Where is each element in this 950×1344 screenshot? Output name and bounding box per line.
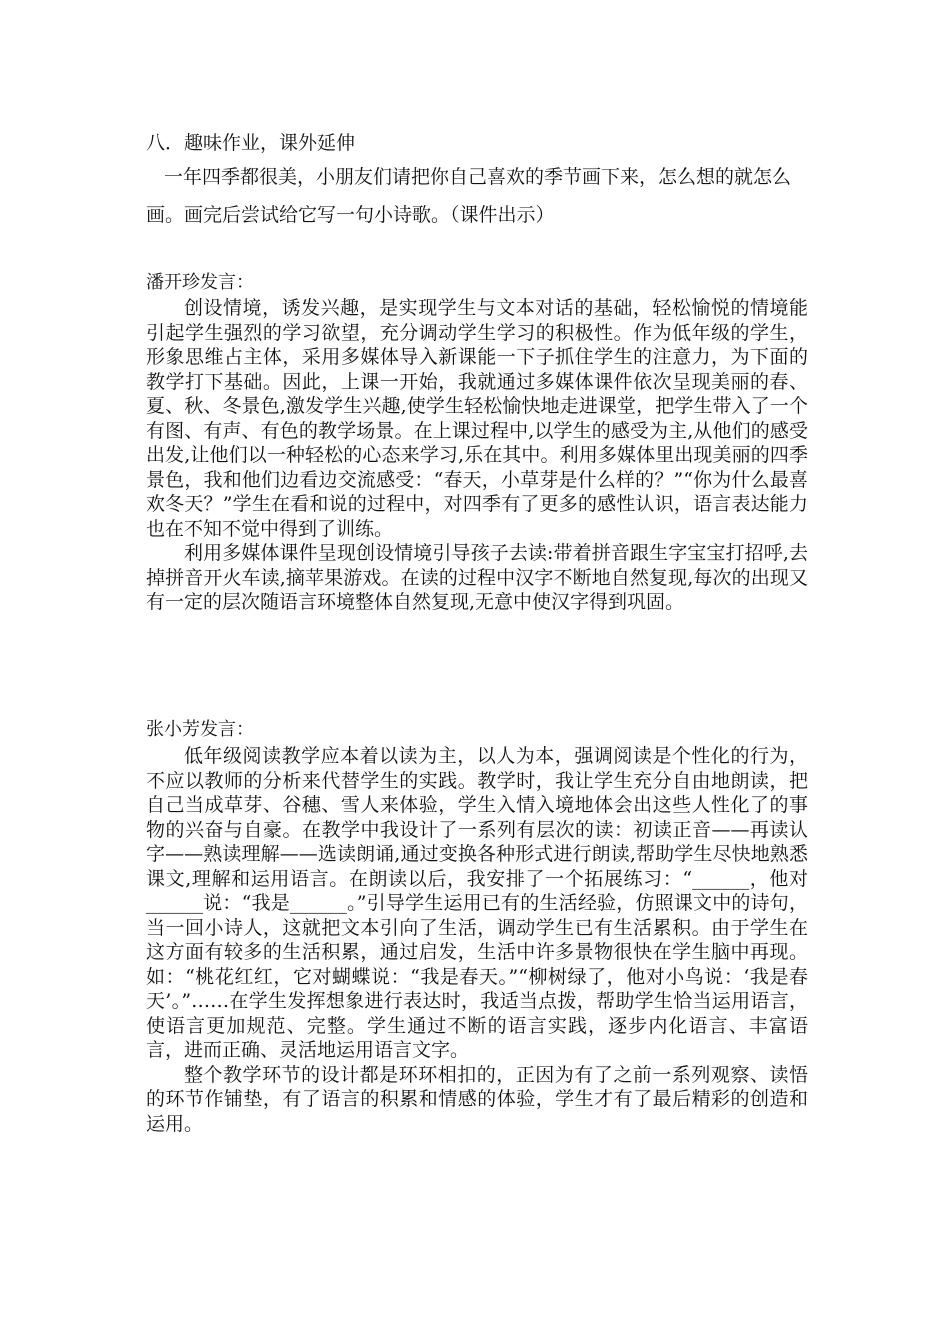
speaker-label-pan: 潘开珍发言： — [146, 272, 254, 293]
speech-paragraph: 低年级阅读教学应本着以读为主，以人为本，强调阅读是个性化的行为，不应以教师的分析来代替学生的实践。教学时，我让学生充分自由地朗读，把自己当成草芽、谷穗、雪人来体验，学生入情入境地体会出这些人性化了的事物的兴奋与自豪。在教学中我设计了一系列有层次的读：初读正音——再读认字——熟读理解——选读朗诵,通过变换各种形式进行朗读,帮助学生尽快地熟悉课文,理解和运用语言。在朗读以后，我安排了一个拓展练习：“______，他对______说：“我是______。”引导学生运用已有的生活经验，仿照课文中的诗句，当一回小诗人，这就把文本引向了生活，调动学生已有生活累积。由于学生在这方面有较多的生活积累，通过启发，生活中许多景物很快在学生脑中再现。如：“桃花红红，它对蝴蝶说：“我是春天。”“柳树绿了，他对小鸟说：‘我是春天’。”……在学生发挥想象进行表达时，我适当点拨，帮助学生恰当运用语言，使语言更加规范、完整。学生通过不断的语言实践，逐步内化语言、丰富语言，进而正确、灵活地运用语言文字。 — [146, 745, 808, 1061]
speech-zhang — [146, 744, 808, 1136]
speaker-label-zhang: 张小芳发言： — [146, 719, 254, 740]
speech-pan — [146, 296, 808, 615]
homework-paragraph: 一年四季都很美，小朋友们请把你自己喜欢的季节画下来，怎么想的就怎么画。画完后尝试给它写一句小诗歌。（课件出示） — [146, 166, 792, 226]
speech-paragraph: 创设情境，诱发兴趣，是实现学生与文本对话的基础，轻松愉悦的情境能引起学生强烈的学习欲望，充分调动学生学习的积极性。作为低年级的学生，形象思维占主体，采用多媒体导入新课能一下子抓住学生的注意力，为下面的教学打下基础。因此，上课一开始，我就通过多媒体课件依次呈现美丽的春、夏、秋、冬景色,激发学生兴趣,使学生轻松愉快地走进课堂，把学生带入了一个有图、有声、有色的教学场景。在上课过程中,以学生的感受为主,从他们的感受出发,让他们以一种轻松的心态来学习,乐在其中。利用多媒体里出现美丽的四季景色，我和他们边看边交流感受：“春天，小草芽是什么样的？”“你为什么最喜欢冬天？”学生在看和说的过程中，对四季有了更多的感性认识，语言表达能力也在不知不觉中得到了训练。 — [146, 297, 808, 540]
section-heading: 八．趣味作业，课外延伸 — [146, 132, 356, 154]
speech-paragraph: 整个教学环节的设计都是环环相扣的，正因为有了之前一系列观察、读悟的环节作铺垫，有了语言的积累和情感的体验，学生才有了最后精彩的创造和运用。 — [146, 1063, 808, 1135]
speech-paragraph: 利用多媒体课件呈现创设情境引导孩子去读:带着拼音跟生字宝宝打招呼,去掉拼音开火车读,摘苹果游戏。在读的过程中汉字不断地自然复现,每次的出现又有一定的层次随语言环境整体自然复现,无意中使汉字得到巩固。 — [146, 542, 808, 613]
